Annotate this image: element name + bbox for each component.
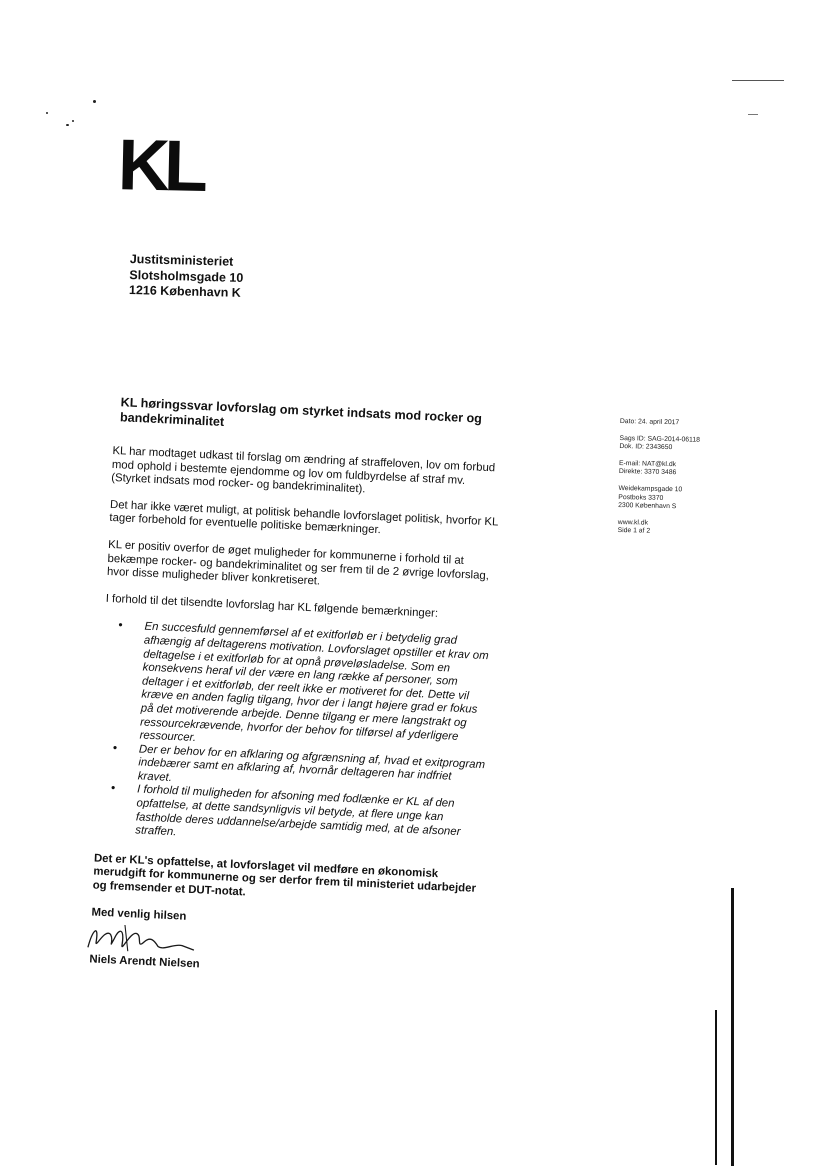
kl-logo: KL <box>117 125 203 207</box>
scan-speck <box>66 124 69 126</box>
document-id: Dok. ID: 2343650 <box>619 443 673 452</box>
scan-speck <box>72 120 74 122</box>
closing-greeting: Med venlig hilsen <box>91 906 187 923</box>
scan-edge-mark <box>748 114 758 115</box>
recipient-city: 1216 København K <box>128 282 241 300</box>
remark-text: I forhold til muligheden for afsoning med fodlænke er KL af den opfattelse, at dette sandsynligvis vil betyde, at flere unge kan fastholde deres uddannelse/arbejde samtidig med, at de afsoner straffen. <box>134 783 461 839</box>
bullet-icon: • <box>110 782 116 795</box>
remark-text: Der er behov for en afklaring og afgrænsning af, hvad et exitprogram indebærer samt en afklaring af, hvornår deltageren har indfriet kravet. <box>137 743 486 784</box>
case-id: Sags ID: SAG-2014-06118 <box>619 434 700 444</box>
remark-item <box>118 619 494 759</box>
letter-body <box>89 395 505 985</box>
recipient-street: Slotsholmsgade 10 <box>129 267 244 285</box>
letter-subject: KL høringssvar lovforslag om styrket indsats mod rocker og bandekriminalitet <box>119 395 483 429</box>
letter-metadata <box>617 418 740 546</box>
contact-phone: Direkte: 3370 3486 <box>618 468 677 477</box>
contact-email: E-mail: NAT@kl.dk <box>618 459 677 468</box>
signatory-name: Niels Arendt Nielsen <box>89 953 200 971</box>
scan-edge-line <box>731 888 734 1166</box>
website: www.kl.dk <box>617 518 649 527</box>
scan-edge-line <box>715 1010 717 1165</box>
body-paragraph: KL er positiv overfor de øget muligheder for kommunerne i forhold til at bekæmpe rocker- og bandekriminalitet og ser frem til de 2 øvrige lovforslag, hvor disse muligheder bliver konkretiseret. <box>106 538 490 588</box>
remark-text: En succesfuld gennemførsel af et exitforløb er i betydelig grad afhængig af deltagerens motivation. Lovforslaget opstiller et krav om deltagelse i et exitforløb for at opnå prøveløsladelse. Som en konsekvens heraf vil der være en lang række af personer, som deltager i et exitforløb, der reelt ikke er motiveret for det. Dette vil kræve en anden faglig tilgang, hvor der i langt højere grad er fokus på det motiverende arbejde. Denne tilgang er mere langstrakt og ressourcekrævende, hvorfor der behov for tilførsel af yderligere ressourcer. <box>139 620 489 745</box>
scan-speck <box>93 100 96 103</box>
body-paragraph: I forhold til det tilsendte lovforslag har KL følgende bemærkninger: <box>105 592 439 620</box>
contact-block <box>619 460 739 480</box>
final-paragraph: Det er KL's opfattelse, at lovforslaget vil medføre en økonomisk merudgift for kommunerne og ser derfor frem til ministeriet udarbejder og fremsender et DUT-notat. <box>92 852 477 899</box>
recipient-name: Justitsministeriet <box>129 252 234 269</box>
reference-block <box>619 435 739 455</box>
recipient-address <box>129 252 244 301</box>
sender-pobox: Postboks 3370 <box>618 493 664 502</box>
page-number: Side 1 af 2 <box>617 527 651 535</box>
sender-address <box>618 485 739 513</box>
letter-date: Dato: 24. april 2017 <box>619 418 680 427</box>
sender-street: Weidekampsgade 10 <box>618 484 683 494</box>
bullet-icon: • <box>118 619 123 632</box>
bullet-icon: • <box>112 741 118 755</box>
body-paragraph: KL har modtaget udkast til forslag om ændring af straffeloven, lov om forbud mod ophold i bestemte ejendomme og lov om fuldbyrdelse af straf mv. (Styrket indsats mod rocker- og bandekriminalitet). <box>110 444 496 496</box>
body-paragraph: Det har ikke været muligt, at politisk behandle lovforslaget politisk, hvorfor KL tager forbehold for eventuelle politiske bemærkninger. <box>109 498 499 537</box>
scan-speck <box>46 112 48 114</box>
date-block <box>620 418 740 429</box>
remarks-list <box>95 619 494 854</box>
web-block <box>618 519 738 539</box>
sender-city: 2300 København S <box>618 502 677 511</box>
scan-edge-mark <box>732 80 784 81</box>
